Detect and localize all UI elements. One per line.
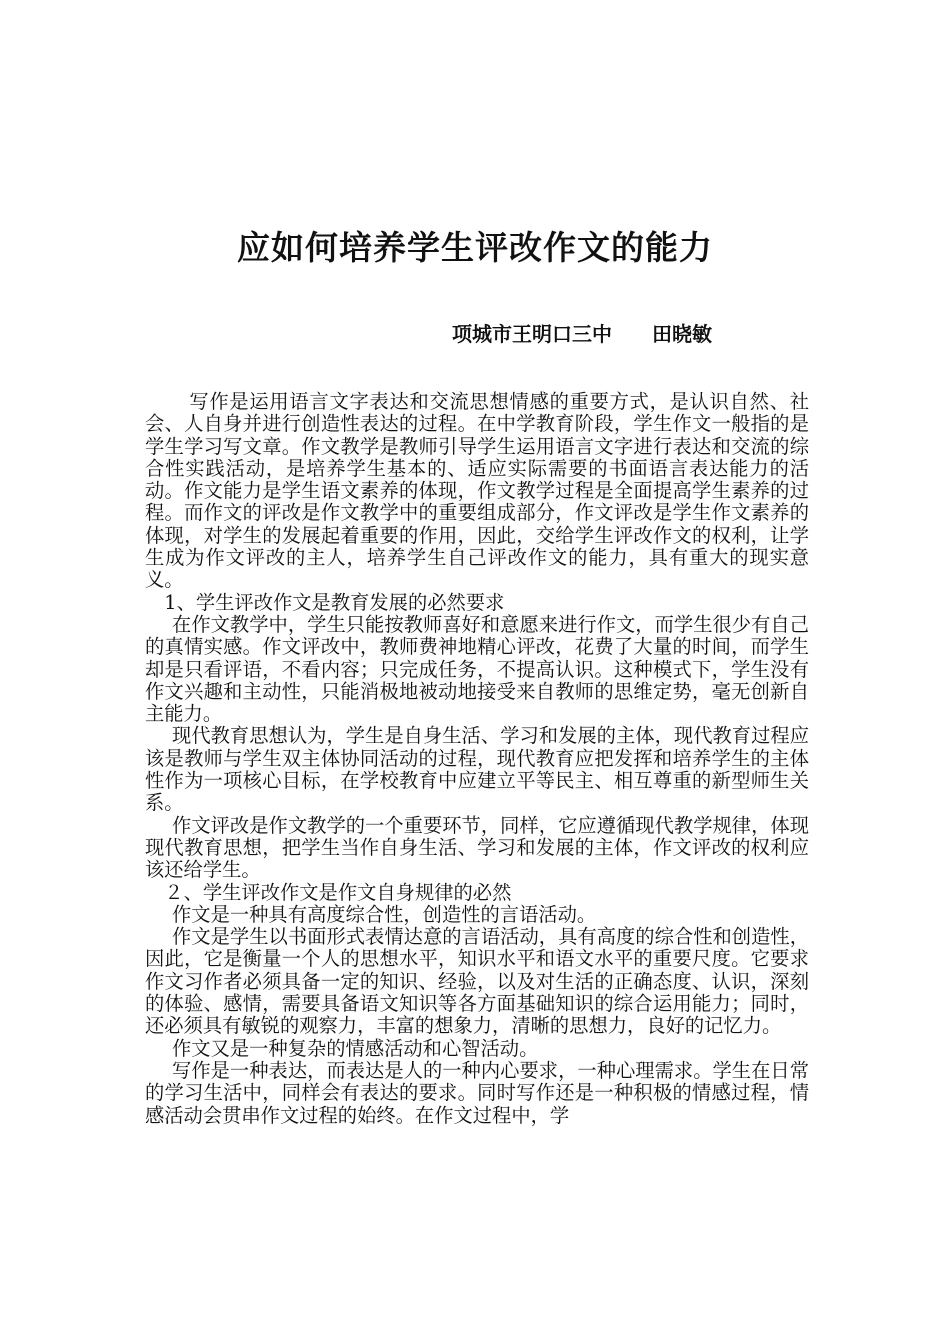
author-name: 田晓敏 bbox=[652, 322, 712, 346]
paragraph: 在作文教学中，学生只能按教师喜好和意愿来进行作文，而学生很少有自己的真情实感。作文评改中，教师费神地精心评改，花费了大量的时间，而学生却是只看评语，不看内容；只完成任务，不提高认识。这种模式下，学生没有作文兴趣和主动性，只能消极地被动地接受来自教师的思维定势，毫无创新自主能力。 bbox=[145, 612, 809, 726]
paragraph: 现代教育思想认为，学生是自身生活、学习和发展的主体，现代教育过程应该是教师与学生双主体协同活动的过程，现代教育应把发挥和培养学生的主体性作为一项核心目标，在学校教育中应建立平等民主、相互尊重的新型师生关系。 bbox=[145, 724, 809, 815]
paragraph-intro: 写作是运用语言文字表达和交流思想情感的重要方式，是认识自然、社会、人自身并进行创造性表达的过程。在中学教育阶段，学生作文一般指的是学生学习写文章。作文教学是教师引导学生运用语言文字进行表达和交流的综合性实践活动，是培养学生基本的、适应实际需要的书面语言表达能力的活动。作文能力是学生语文素养的体现，作文教学过程是全面提高学生素养的过程。而作文的评改是作文教学中的重要组成部分，作文评改是学生作文素养的体现，对学生的发展起着重要的作用，因此，交给学生评改作文的权利，让学生成为作文评改的主人，培养学生自己评改作文的能力，具有重大的现实意义。 bbox=[145, 390, 809, 592]
author-byline bbox=[452, 318, 712, 347]
school-name: 项城市王明口三中 bbox=[452, 322, 612, 346]
section-heading-1: 1、学生评改作文是教育发展的必然要求 bbox=[164, 590, 505, 614]
document-title: 应如何培养学生评改作文的能力 bbox=[237, 228, 713, 267]
paragraph: 作文评改是作文教学的一个重要环节，同样，它应遵循现代教学规律，体现现代教育思想，把学生当作自身生活、学习和发展的主体，作文评改的权利应该还给学生。 bbox=[145, 813, 809, 882]
section-heading-2: ２、学生评改作文是作文自身规律的必然 bbox=[164, 880, 512, 904]
paragraph: 作文是学生以书面形式表情达意的言语活动，具有高度的综合性和创造性，因此，它是衡量一个人的思想水平，知识水平和语文水平的重要尺度。它要求作文习作者必须具备一定的知识、经验，以及对生活的正确态度、认识，深刻的体验、感情，需要具备语文知识等各方面基础知识的综合运用能力；同时，还必须具有敏锐的观察力，丰富的想象力，清晰的思想力，良好的记忆力。 bbox=[145, 925, 809, 1038]
document-body bbox=[145, 391, 809, 1127]
paragraph: 作文又是一种复杂的情感活动和心智活动。 bbox=[172, 1036, 539, 1060]
paragraph: 作文是一种具有高度综合性，创造性的言语活动。 bbox=[172, 902, 597, 926]
paragraph: 写作是一种表达，而表达是人的一种内心要求，一种心理需求。学生在日常的学习生活中，同样会有表达的要求。同时写作还是一种积极的情感过程，情感活动会贯串作文过程的始终。在作文过程中，学 bbox=[145, 1058, 809, 1127]
